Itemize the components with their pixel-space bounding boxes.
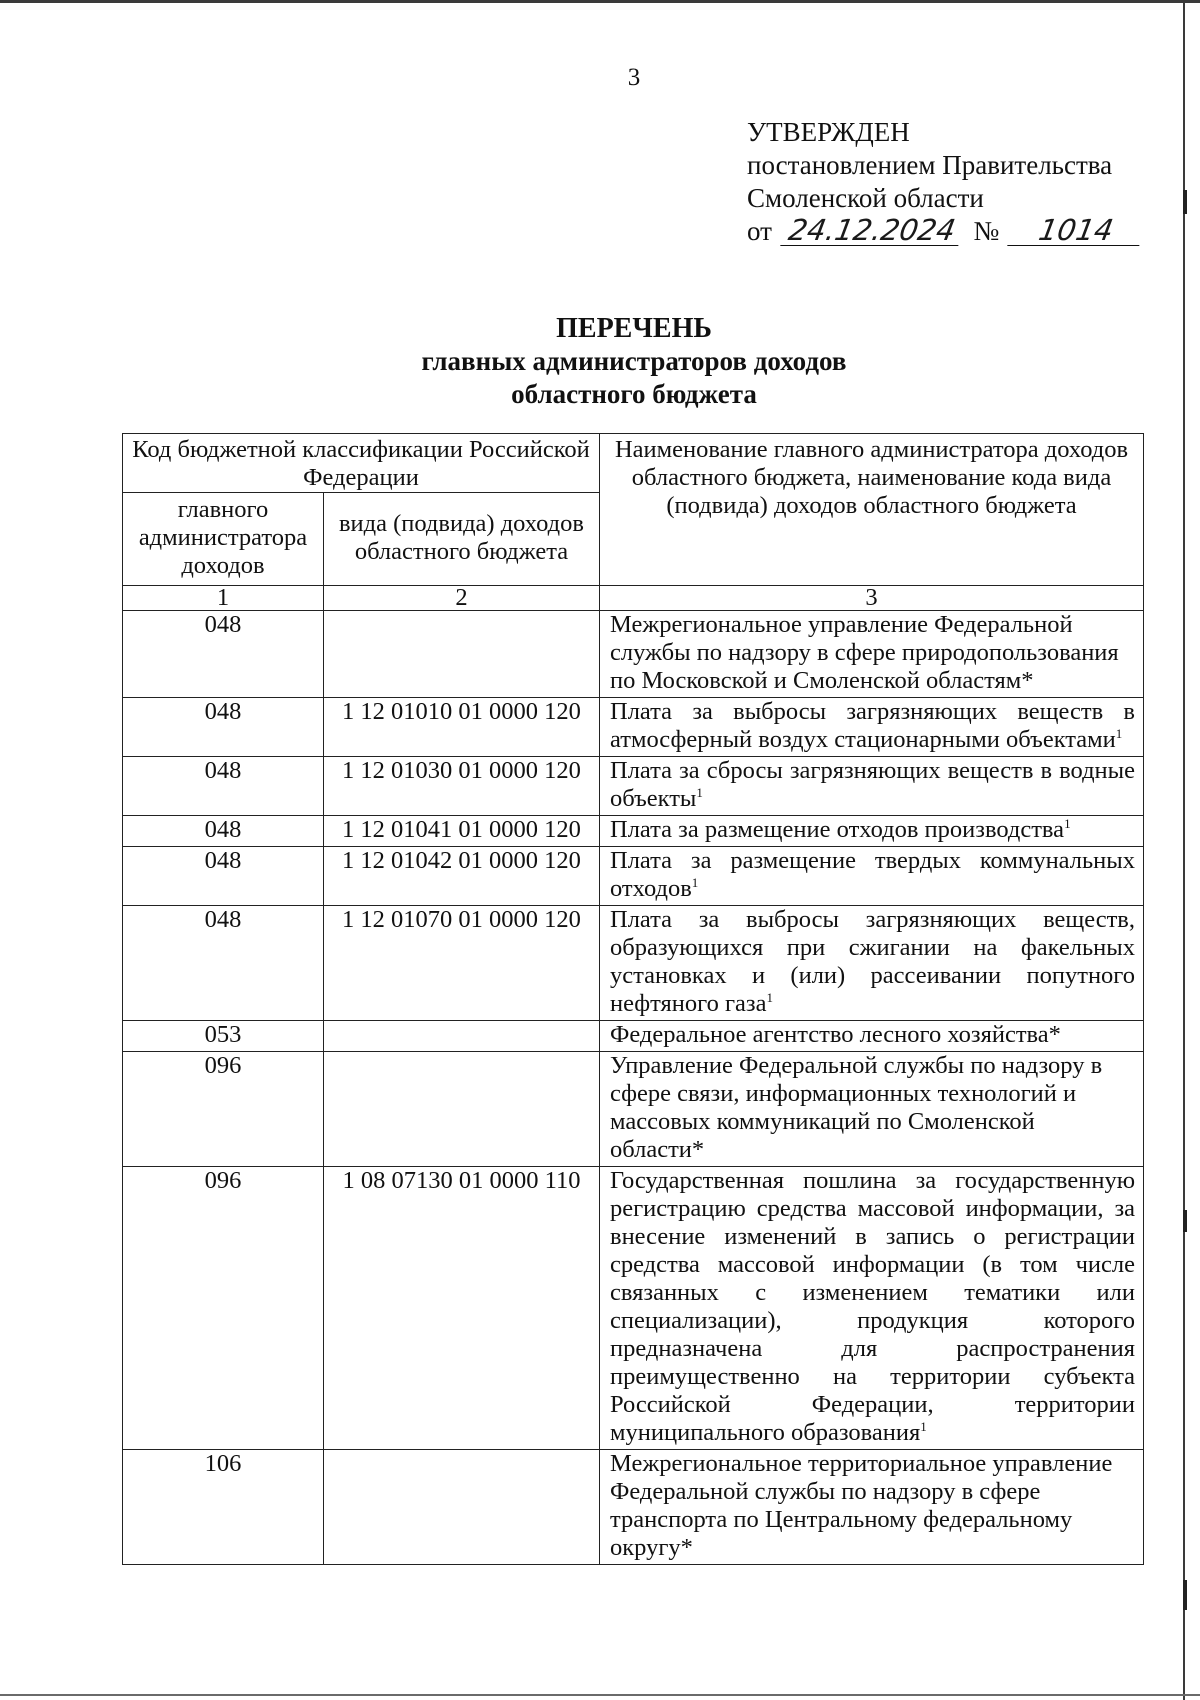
scan-artifact xyxy=(1183,1210,1187,1232)
footnote-mark: 1 xyxy=(766,989,773,1005)
revenue-code xyxy=(323,1450,599,1565)
admin-code: 048 xyxy=(123,906,324,1021)
row-name xyxy=(600,847,1144,906)
document-title xyxy=(0,312,1200,411)
approval-title: УТВЕРЖДЕН xyxy=(747,117,910,147)
table-row xyxy=(123,816,1144,847)
table-header-row-1 xyxy=(123,434,1144,493)
header-col-1: главного администратора доходов xyxy=(123,493,324,586)
header-group-label: Код бюджетной классификации Российской Федерации xyxy=(123,434,600,493)
row-name-text: Плата за выбросы загрязняющих веществ в атмосферный воздух стационарными объектами xyxy=(610,698,1135,753)
row-name-text: Управление Федеральной службы по надзору в сфере связи, информационных технологий и массовых коммуникаций по Смоленской области* xyxy=(610,1052,1103,1163)
title-line-1: ПЕРЕЧЕНЬ xyxy=(556,313,712,344)
row-name-text: Плата за размещение твердых коммунальных отходов xyxy=(610,847,1135,902)
revenue-code: 1 08 07130 01 0000 110 xyxy=(323,1167,599,1450)
row-name-text: Плата за выбросы загрязняющих веществ, образующихся при сжигании на факельных установках и (или) рассеивании попутного нефтяного газа xyxy=(610,906,1135,1017)
row-name-text: Федеральное агентство лесного хозяйства* xyxy=(610,1021,1061,1048)
column-number: 2 xyxy=(323,586,599,611)
row-name-text: Межрегиональное территориальное управление Федеральной службы по надзору в сфере транспорта по Центральному федеральному округу* xyxy=(610,1450,1113,1561)
number-prefix: № xyxy=(973,216,1000,246)
revenue-code xyxy=(323,611,599,698)
scan-artifact xyxy=(1183,190,1187,214)
revenue-code: 1 12 01030 01 0000 120 xyxy=(323,757,599,816)
footnote-mark: 1 xyxy=(691,874,699,890)
revenue-code: 1 12 01070 01 0000 120 xyxy=(323,906,599,1021)
table-row xyxy=(123,1167,1144,1450)
column-number: 1 xyxy=(123,586,324,611)
table-row xyxy=(123,611,1144,698)
table-row xyxy=(123,698,1144,757)
footnote-mark: 1 xyxy=(696,784,703,800)
revenue-code xyxy=(323,1021,599,1052)
row-name-text: Плата за размещение отходов производства xyxy=(610,816,1065,843)
admin-code: 053 xyxy=(123,1021,324,1052)
admin-code: 048 xyxy=(123,816,324,847)
table-row xyxy=(123,757,1144,816)
approval-line-1: постановлением Правительства xyxy=(747,150,1113,180)
admin-code: 106 xyxy=(123,1450,324,1565)
admin-code: 048 xyxy=(123,757,324,816)
row-name-text: Межрегиональное управление Федеральной службы по надзору в сфере природопользования по Московской и Смоленской областям* xyxy=(610,611,1119,694)
footnote-mark: 1 xyxy=(1115,725,1123,741)
row-name xyxy=(600,611,1144,698)
footnote-mark: 1 xyxy=(1064,815,1071,831)
admin-code: 096 xyxy=(123,1052,324,1167)
approval-date-line xyxy=(747,215,1142,248)
row-name xyxy=(600,906,1144,1021)
row-name xyxy=(600,1450,1144,1565)
approval-block xyxy=(747,116,1142,248)
footnote-mark: 1 xyxy=(920,1418,927,1434)
scan-border-bottom xyxy=(0,1694,1200,1696)
admin-code: 048 xyxy=(123,611,324,698)
date-prefix: от xyxy=(747,216,772,246)
header-col-2: вида (подвида) доходов областного бюджета xyxy=(323,493,599,586)
revenue-code: 1 12 01041 01 0000 120 xyxy=(323,816,599,847)
header-col-3: Наименование главного администратора доходов областного бюджета, наименование кода вида (подвида) доходов областного бюджета xyxy=(600,434,1144,586)
handwritten-number: 1014 xyxy=(1007,215,1144,246)
admin-code: 048 xyxy=(123,847,324,906)
revenue-code: 1 12 01010 01 0000 120 xyxy=(323,698,599,757)
table-row xyxy=(123,1021,1144,1052)
approval-line-2: Смоленской области xyxy=(747,183,984,213)
revenue-code: 1 12 01042 01 0000 120 xyxy=(323,847,599,906)
row-name xyxy=(600,698,1144,757)
scan-artifact xyxy=(1183,1580,1187,1610)
title-line-2: главных администраторов доходов xyxy=(421,346,847,376)
row-name xyxy=(600,1021,1144,1052)
admin-code: 048 xyxy=(123,698,324,757)
handwritten-date: 24.12.2024 xyxy=(780,215,963,246)
row-name xyxy=(600,1052,1144,1167)
row-name xyxy=(600,757,1144,816)
table-row xyxy=(123,1450,1144,1565)
column-number: 3 xyxy=(600,586,1144,611)
title-line-3: областного бюджета xyxy=(511,379,757,409)
row-name xyxy=(600,1167,1144,1450)
table-row xyxy=(123,906,1144,1021)
row-name-text: Плата за сбросы загрязняющих веществ в водные объекты xyxy=(610,757,1135,812)
revenue-code xyxy=(323,1052,599,1167)
revenue-administrators-table xyxy=(122,433,1144,1565)
row-name-text: Государственная пошлина за государственную регистрацию средства массовой информации, за внесение изменений в запись о регистрации средства массовой информации (в том числе связанных с изменением тематики или специализации), продукция которого предназначена для распространения преимущественно на территории субъекта Российской Федерации, территории муниципального образования xyxy=(610,1167,1135,1446)
page-number: 3 xyxy=(627,64,641,91)
table-row xyxy=(123,847,1144,906)
scan-border-top xyxy=(0,0,1200,3)
column-number-row xyxy=(123,586,1144,611)
row-name xyxy=(600,816,1144,847)
table-row xyxy=(123,1052,1144,1167)
admin-code: 096 xyxy=(123,1167,324,1450)
scan-border-right xyxy=(1183,0,1185,1700)
